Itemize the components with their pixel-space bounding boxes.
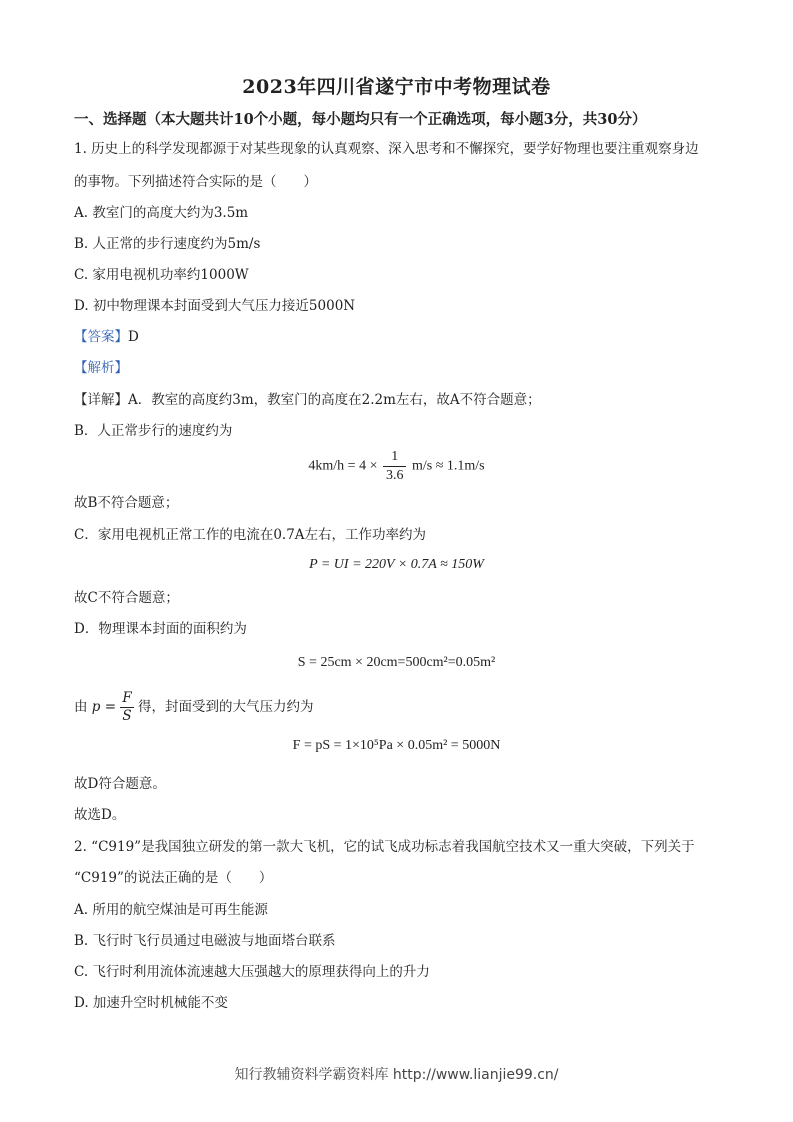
q1-option-a: A. 教室门的高度大约为3.5m (74, 205, 249, 221)
q2-option-a: A. 所用的航空煤油是可再生能源 (74, 902, 268, 918)
formula-area: S = 25cm × 20cm=500cm²=0.05m² (297, 655, 496, 670)
q1-stem-line2: 的事物。下列描述符合实际的是（ ） (74, 174, 317, 190)
q1-option-b: B. 人正常的步行速度约为5m/s (74, 236, 261, 252)
detail-c-conclusion: 故C不符合题意； (74, 590, 179, 606)
detail-b-intro: B．人正常步行的速度约为 (74, 423, 233, 439)
detail-d-pressure-line (74, 690, 314, 725)
analysis-tag: 【解析】 (74, 360, 128, 376)
q2-option-c: C. 飞行时利用流体流速越大压强越大的原理获得向上的升力 (74, 964, 430, 980)
detail-d-intro: D．物理课本封面的面积约为 (74, 621, 247, 637)
formula-force: F = pS = 1×10⁵Pa × 0.05m² = 5000N (292, 738, 501, 753)
q2-option-d: D. 加速升空时机械能不变 (74, 995, 228, 1011)
fraction-denominator: 3.6 (385, 468, 404, 483)
q1-answer (74, 328, 139, 346)
pressure-suffix: 得，封面受到的大气压力约为 (138, 699, 314, 715)
formula-speed-left: 4km/h = 4 × (308, 458, 378, 474)
q2-stem-line1: 2. “C919”是我国独立研发的第一款大飞机，它的试飞成功标志着我国航空技术又一重大突破，下列关于 (74, 839, 695, 855)
pressure-eq-left: p = (91, 699, 117, 715)
answer-tag: 【答案】 (74, 329, 128, 345)
pressure-prefix: 由 (74, 699, 88, 715)
formula-power: P = UI = 220V × 0.7A ≈ 150W (309, 557, 484, 572)
pressure-denominator: S (122, 708, 132, 724)
q1-option-c: C. 家用电视机功率约1000W (74, 267, 249, 283)
pressure-fraction (120, 690, 133, 725)
q1-stem-line1: 1. 历史上的科学发现都源于对某些现象的认真观察、深入思考和不懈探究，要学好物理也要注重观察身边 (74, 141, 699, 157)
q2-option-b: B. 飞行时飞行员通过电磁波与地面塔台联系 (74, 933, 336, 949)
detail-line-a: 【详解】A．教室的高度约3m，教室门的高度在2.2m左右，故A不符合题意； (74, 392, 541, 408)
detail-d-conclusion: 故D符合题意。 (74, 776, 166, 792)
detail-c-intro: C．家用电视机正常工作的电流在0.7A左右，工作功率约为 (74, 527, 427, 543)
formula-speed-fraction (383, 448, 407, 485)
formula-speed-right: m/s ≈ 1.1m/s (411, 458, 485, 474)
detail-b-conclusion: 故B不符合题意； (74, 495, 179, 511)
page-title: 2023年四川省遂宁市中考物理试卷 (242, 76, 551, 98)
formula-speed (0, 448, 793, 485)
final-choice: 故选D。 (74, 807, 126, 823)
pressure-numerator: F (122, 690, 132, 706)
answer-value: D (128, 329, 139, 345)
q2-stem-line2: “C919”的说法正确的是（ ） (74, 870, 273, 886)
page-footer: 知行教辅资料学霸资料库 http://www.lianjie99.cn/ (234, 1067, 559, 1083)
section-heading: 一、选择题（本大题共计10个小题，每小题均只有一个正确选项，每小题3分，共30分） (74, 111, 647, 128)
q1-option-d: D. 初中物理课本封面受到大气压力接近5000N (74, 298, 356, 314)
fraction-numerator: 1 (383, 448, 407, 467)
